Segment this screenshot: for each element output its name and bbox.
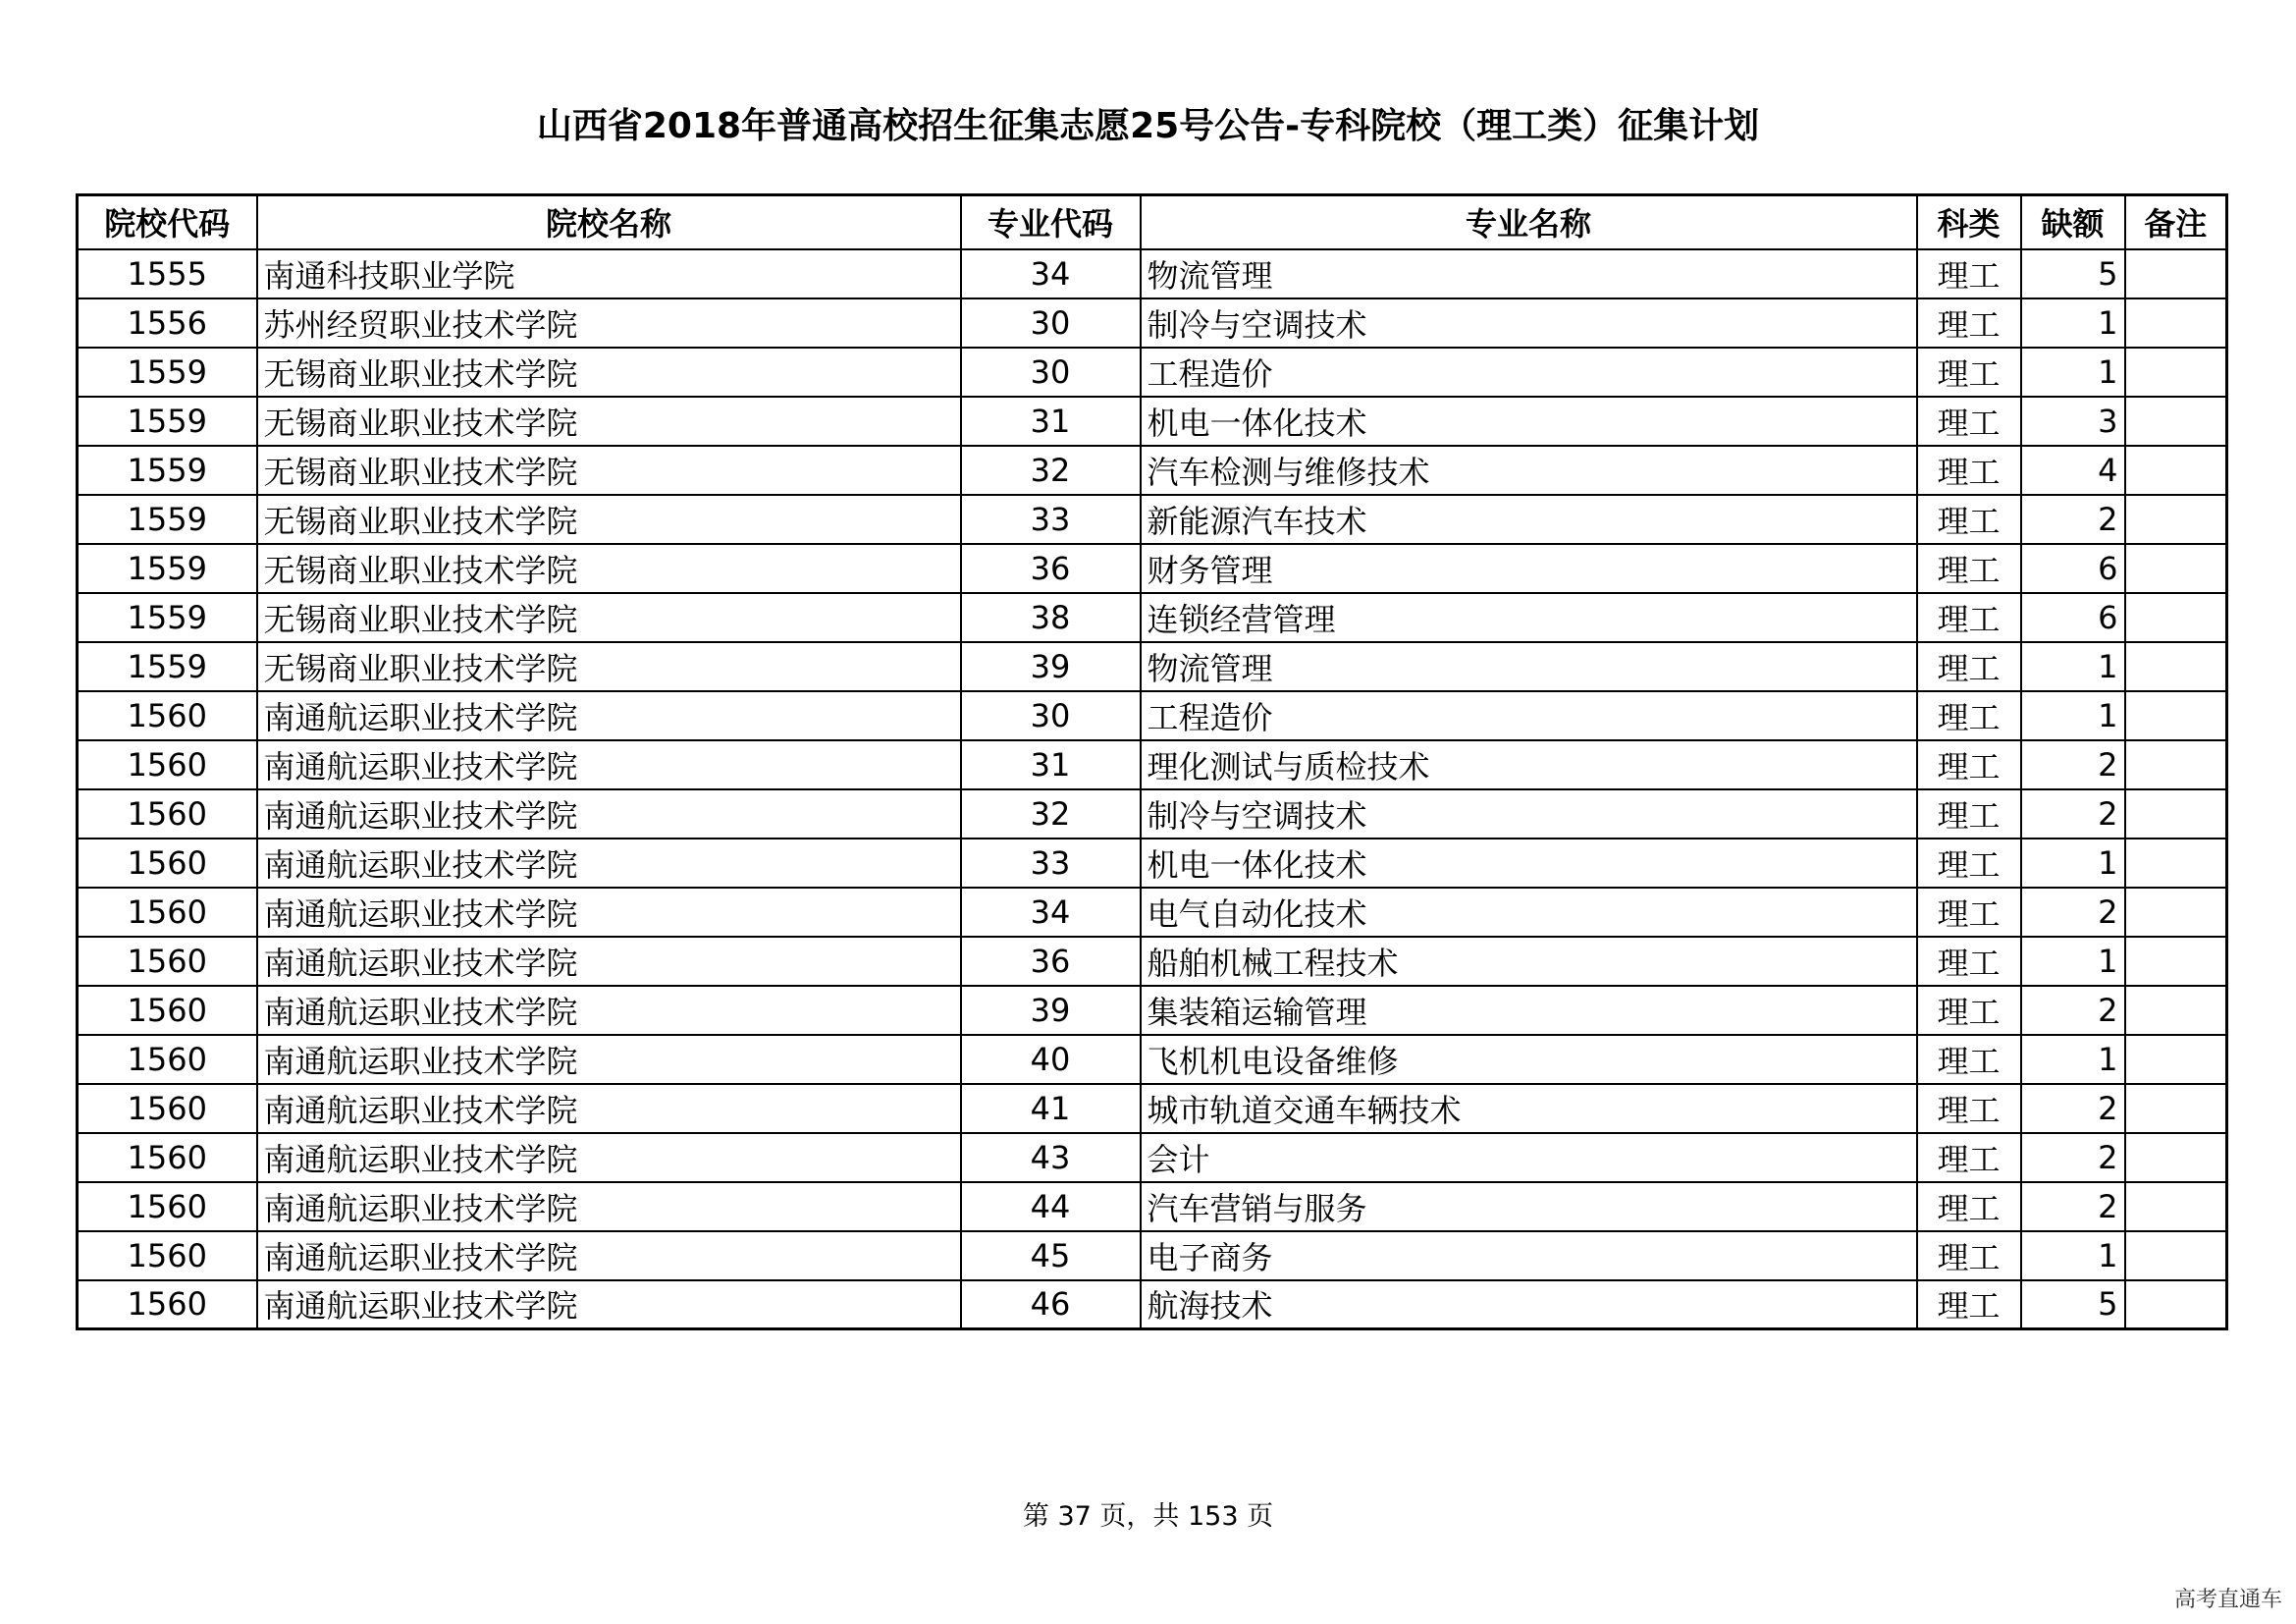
cell-major-code: 38 (961, 593, 1141, 642)
cell-major-code: 44 (961, 1182, 1141, 1231)
cell-major-name: 制冷与空调技术 (1141, 789, 1917, 839)
cell-school-code: 1560 (78, 888, 257, 937)
cell-vacancy: 6 (2021, 544, 2125, 593)
cell-vacancy: 1 (2021, 937, 2125, 986)
cell-vacancy: 2 (2021, 1084, 2125, 1133)
cell-category: 理工 (1917, 1231, 2021, 1280)
cell-vacancy: 5 (2021, 1280, 2125, 1329)
cell-remarks (2125, 740, 2227, 789)
cell-major-name: 航海技术 (1141, 1280, 1917, 1329)
cell-remarks (2125, 1280, 2227, 1329)
cell-school-name: 南通航运职业技术学院 (257, 1182, 961, 1231)
cell-school-name: 南通航运职业技术学院 (257, 740, 961, 789)
cell-vacancy: 1 (2021, 642, 2125, 691)
cell-major-name: 汽车营销与服务 (1141, 1182, 1917, 1231)
cell-category: 理工 (1917, 397, 2021, 446)
table-row (78, 397, 2227, 446)
cell-category: 理工 (1917, 1084, 2021, 1133)
cell-category: 理工 (1917, 642, 2021, 691)
cell-category: 理工 (1917, 593, 2021, 642)
table-row (78, 593, 2227, 642)
cell-major-name: 工程造价 (1141, 348, 1917, 397)
header-school-name: 院校名称 (257, 195, 961, 249)
cell-major-code: 32 (961, 446, 1141, 495)
cell-major-code: 45 (961, 1231, 1141, 1280)
cell-vacancy: 2 (2021, 888, 2125, 937)
cell-major-name: 制冷与空调技术 (1141, 298, 1917, 348)
cell-remarks (2125, 888, 2227, 937)
table-row (78, 446, 2227, 495)
cell-remarks (2125, 1133, 2227, 1182)
enrollment-plan-table (76, 193, 2228, 1330)
cell-school-name: 南通航运职业技术学院 (257, 937, 961, 986)
header-major-name: 专业名称 (1141, 195, 1917, 249)
cell-major-code: 30 (961, 298, 1141, 348)
cell-school-code: 1559 (78, 348, 257, 397)
cell-vacancy: 2 (2021, 495, 2125, 544)
cell-major-code: 33 (961, 839, 1141, 888)
cell-major-code: 36 (961, 937, 1141, 986)
table-row (78, 495, 2227, 544)
cell-category: 理工 (1917, 1280, 2021, 1329)
cell-school-code: 1555 (78, 249, 257, 298)
cell-school-code: 1560 (78, 1182, 257, 1231)
cell-category: 理工 (1917, 888, 2021, 937)
cell-major-code: 31 (961, 397, 1141, 446)
cell-vacancy: 1 (2021, 839, 2125, 888)
cell-remarks (2125, 446, 2227, 495)
cell-category: 理工 (1917, 691, 2021, 740)
cell-major-code: 39 (961, 642, 1141, 691)
cell-school-name: 无锡商业职业技术学院 (257, 593, 961, 642)
table-row (78, 888, 2227, 937)
table-row (78, 691, 2227, 740)
header-category: 科类 (1917, 195, 2021, 249)
cell-vacancy: 2 (2021, 1182, 2125, 1231)
table-row (78, 1133, 2227, 1182)
cell-major-code: 30 (961, 348, 1141, 397)
cell-school-name: 南通科技职业学院 (257, 249, 961, 298)
header-vacancy: 缺额 (2021, 195, 2125, 249)
cell-major-code: 34 (961, 249, 1141, 298)
table-row (78, 1280, 2227, 1329)
cell-vacancy: 1 (2021, 1035, 2125, 1084)
table-row (78, 789, 2227, 839)
cell-major-code: 43 (961, 1133, 1141, 1182)
table-row (78, 1231, 2227, 1280)
table-row (78, 839, 2227, 888)
table-header-row (78, 195, 2227, 249)
cell-category: 理工 (1917, 544, 2021, 593)
cell-vacancy: 4 (2021, 446, 2125, 495)
cell-school-name: 南通航运职业技术学院 (257, 839, 961, 888)
watermark: 高考直通车 (2173, 1588, 2282, 1612)
cell-category: 理工 (1917, 1182, 2021, 1231)
cell-school-code: 1560 (78, 1280, 257, 1329)
cell-school-code: 1559 (78, 495, 257, 544)
cell-major-code: 34 (961, 888, 1141, 937)
cell-school-code: 1560 (78, 1084, 257, 1133)
cell-major-name: 工程造价 (1141, 691, 1917, 740)
cell-school-name: 南通航运职业技术学院 (257, 789, 961, 839)
cell-school-code: 1559 (78, 642, 257, 691)
cell-major-code: 46 (961, 1280, 1141, 1329)
cell-major-name: 理化测试与质检技术 (1141, 740, 1917, 789)
cell-school-code: 1556 (78, 298, 257, 348)
cell-major-name: 会计 (1141, 1133, 1917, 1182)
cell-category: 理工 (1917, 446, 2021, 495)
cell-school-name: 南通航运职业技术学院 (257, 1133, 961, 1182)
cell-school-code: 1560 (78, 1035, 257, 1084)
cell-vacancy: 2 (2021, 789, 2125, 839)
cell-school-name: 南通航运职业技术学院 (257, 1084, 961, 1133)
cell-school-code: 1560 (78, 789, 257, 839)
cell-category: 理工 (1917, 986, 2021, 1035)
cell-remarks (2125, 642, 2227, 691)
table-row (78, 298, 2227, 348)
cell-remarks (2125, 789, 2227, 839)
cell-remarks (2125, 1035, 2227, 1084)
cell-remarks (2125, 1231, 2227, 1280)
cell-remarks (2125, 397, 2227, 446)
cell-vacancy: 3 (2021, 397, 2125, 446)
cell-school-code: 1559 (78, 593, 257, 642)
cell-major-name: 集装箱运输管理 (1141, 986, 1917, 1035)
cell-major-code: 40 (961, 1035, 1141, 1084)
cell-category: 理工 (1917, 839, 2021, 888)
table-row (78, 740, 2227, 789)
cell-vacancy: 2 (2021, 1133, 2125, 1182)
cell-school-code: 1560 (78, 1133, 257, 1182)
cell-school-name: 无锡商业职业技术学院 (257, 397, 961, 446)
cell-school-name: 无锡商业职业技术学院 (257, 348, 961, 397)
cell-vacancy: 6 (2021, 593, 2125, 642)
cell-category: 理工 (1917, 348, 2021, 397)
cell-school-code: 1560 (78, 839, 257, 888)
cell-major-name: 机电一体化技术 (1141, 839, 1917, 888)
cell-school-code: 1560 (78, 691, 257, 740)
cell-vacancy: 2 (2021, 740, 2125, 789)
cell-school-name: 南通航运职业技术学院 (257, 691, 961, 740)
cell-category: 理工 (1917, 1035, 2021, 1084)
cell-vacancy: 1 (2021, 298, 2125, 348)
cell-remarks (2125, 495, 2227, 544)
cell-vacancy: 1 (2021, 348, 2125, 397)
cell-major-code: 32 (961, 789, 1141, 839)
cell-school-name: 南通航运职业技术学院 (257, 1035, 961, 1084)
cell-category: 理工 (1917, 495, 2021, 544)
table-row (78, 1035, 2227, 1084)
cell-major-code: 39 (961, 986, 1141, 1035)
cell-major-code: 41 (961, 1084, 1141, 1133)
cell-remarks (2125, 937, 2227, 986)
cell-major-name: 飞机机电设备维修 (1141, 1035, 1917, 1084)
cell-school-name: 南通航运职业技术学院 (257, 1280, 961, 1329)
cell-category: 理工 (1917, 740, 2021, 789)
cell-remarks (2125, 593, 2227, 642)
cell-major-name: 新能源汽车技术 (1141, 495, 1917, 544)
page-title: 山西省2018年普通高校招生征集志愿25号公告-专科院校（理工类）征集计划 (536, 106, 1760, 146)
table-row (78, 1084, 2227, 1133)
cell-school-name: 苏州经贸职业技术学院 (257, 298, 961, 348)
cell-major-code: 30 (961, 691, 1141, 740)
table-row (78, 249, 2227, 298)
cell-remarks (2125, 986, 2227, 1035)
cell-major-code: 36 (961, 544, 1141, 593)
cell-vacancy: 1 (2021, 691, 2125, 740)
header-school-code: 院校代码 (78, 195, 257, 249)
cell-major-code: 33 (961, 495, 1141, 544)
cell-school-code: 1559 (78, 446, 257, 495)
cell-remarks (2125, 839, 2227, 888)
cell-school-name: 无锡商业职业技术学院 (257, 544, 961, 593)
cell-major-name: 城市轨道交通车辆技术 (1141, 1084, 1917, 1133)
cell-major-name: 船舶机械工程技术 (1141, 937, 1917, 986)
cell-school-name: 南通航运职业技术学院 (257, 1231, 961, 1280)
cell-vacancy: 2 (2021, 986, 2125, 1035)
cell-remarks (2125, 1084, 2227, 1133)
cell-school-name: 无锡商业职业技术学院 (257, 446, 961, 495)
cell-remarks (2125, 298, 2227, 348)
cell-vacancy: 1 (2021, 1231, 2125, 1280)
cell-school-code: 1560 (78, 740, 257, 789)
cell-vacancy: 5 (2021, 249, 2125, 298)
cell-category: 理工 (1917, 937, 2021, 986)
table-row (78, 348, 2227, 397)
cell-major-name: 机电一体化技术 (1141, 397, 1917, 446)
cell-category: 理工 (1917, 249, 2021, 298)
cell-major-name: 物流管理 (1141, 642, 1917, 691)
cell-major-name: 电气自动化技术 (1141, 888, 1917, 937)
cell-remarks (2125, 544, 2227, 593)
cell-major-name: 财务管理 (1141, 544, 1917, 593)
cell-remarks (2125, 1182, 2227, 1231)
header-major-code: 专业代码 (961, 195, 1141, 249)
cell-major-name: 物流管理 (1141, 249, 1917, 298)
cell-school-code: 1560 (78, 937, 257, 986)
table-row (78, 1182, 2227, 1231)
cell-category: 理工 (1917, 298, 2021, 348)
table-row (78, 937, 2227, 986)
cell-school-code: 1560 (78, 986, 257, 1035)
table-row (78, 986, 2227, 1035)
cell-major-name: 连锁经营管理 (1141, 593, 1917, 642)
cell-school-code: 1559 (78, 397, 257, 446)
cell-category: 理工 (1917, 1133, 2021, 1182)
cell-remarks (2125, 249, 2227, 298)
cell-school-name: 无锡商业职业技术学院 (257, 642, 961, 691)
table-row (78, 544, 2227, 593)
header-remarks: 备注 (2125, 195, 2227, 249)
cell-school-code: 1559 (78, 544, 257, 593)
cell-major-name: 汽车检测与维修技术 (1141, 446, 1917, 495)
cell-remarks (2125, 691, 2227, 740)
cell-school-name: 无锡商业职业技术学院 (257, 495, 961, 544)
cell-remarks (2125, 348, 2227, 397)
cell-major-code: 31 (961, 740, 1141, 789)
page-footer: 第 37 页，共 153 页 (1022, 1501, 1274, 1532)
cell-category: 理工 (1917, 789, 2021, 839)
cell-school-code: 1560 (78, 1231, 257, 1280)
cell-school-name: 南通航运职业技术学院 (257, 986, 961, 1035)
cell-school-name: 南通航运职业技术学院 (257, 888, 961, 937)
cell-major-name: 电子商务 (1141, 1231, 1917, 1280)
table-row (78, 642, 2227, 691)
